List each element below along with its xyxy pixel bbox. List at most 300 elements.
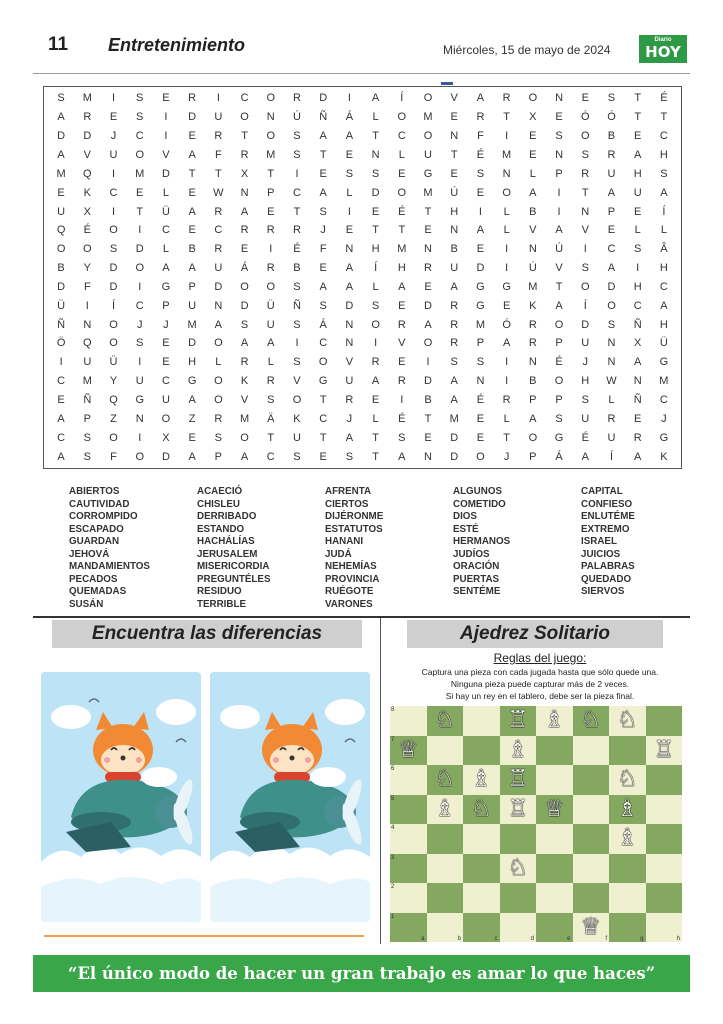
grid-letter: S <box>581 262 589 275</box>
chess-square-h1 <box>646 913 683 943</box>
grid-letter: D <box>188 337 197 350</box>
grid-letter: D <box>83 130 92 143</box>
grid-letter: T <box>372 130 379 143</box>
file-label: e <box>567 936 571 942</box>
grid-letter: G <box>135 394 144 407</box>
grid-letter: M <box>475 318 486 331</box>
grid-letter: C <box>57 431 66 444</box>
grid-letter: C <box>659 280 668 293</box>
file-label: f <box>605 936 607 942</box>
chess-square-f7 <box>573 736 610 766</box>
grid-letter: A <box>57 412 65 425</box>
rank-label: 7 <box>391 736 395 743</box>
grid-letter: Ó <box>580 111 590 124</box>
chess-square-c6 <box>463 765 500 795</box>
word-item: ESTATUTOS <box>325 523 383 535</box>
chess-square-h4 <box>646 824 683 854</box>
word-item: RUÉGOTE <box>325 586 374 597</box>
grid-letter: T <box>555 280 563 293</box>
grid-letter: A <box>188 450 196 463</box>
grid-letter: I <box>216 92 220 105</box>
chess-piece-icon[interactable]: ♗ <box>543 707 565 734</box>
chess-square-e1 <box>536 913 573 943</box>
chess-piece-icon[interactable]: ♘ <box>434 766 456 793</box>
grid-letter: O <box>240 111 249 124</box>
grid-letter: Í <box>609 450 613 463</box>
chess-square-a8 <box>390 706 427 736</box>
grid-letter: Í <box>111 299 116 312</box>
grid-letter: O <box>266 280 276 293</box>
grid-letter: I <box>557 205 561 218</box>
grid-letter: T <box>450 148 458 161</box>
grid-letter: K <box>83 186 91 199</box>
grid-letter: X <box>162 431 170 444</box>
grid-letter: H <box>633 167 642 180</box>
grid-letter: T <box>424 205 432 218</box>
grid-letter: U <box>293 431 301 444</box>
grid-letter: O <box>397 111 407 124</box>
chess-piece-icon[interactable]: ♖ <box>507 766 529 793</box>
grid-letter: K <box>660 450 668 463</box>
grid-letter: D <box>607 280 616 293</box>
chess-square-e5 <box>536 795 573 825</box>
grid-letter: E <box>634 205 642 218</box>
chess-square-a2 <box>390 883 427 913</box>
word-item: JERUSALEM <box>197 548 258 560</box>
chess-square-e2 <box>536 883 573 913</box>
grid-letter: O <box>266 92 276 105</box>
chess-piece-icon[interactable]: ♕ <box>397 736 419 763</box>
grid-letter: I <box>347 205 351 218</box>
grid-letter: E <box>267 205 275 218</box>
grid-letter: T <box>319 394 327 407</box>
grid-letter: O <box>528 92 538 105</box>
grid-letter: M <box>135 167 145 180</box>
word-item: CONFIESO <box>581 498 633 510</box>
grid-letter: X <box>634 337 642 350</box>
grid-letter: T <box>372 224 379 237</box>
grid-letter: R <box>607 148 616 161</box>
grid-letter: D <box>424 375 432 388</box>
grid-letter: I <box>374 337 378 350</box>
grid-letter: E <box>319 262 327 275</box>
grid-letter: O <box>476 450 485 463</box>
grid-letter: N <box>476 375 485 388</box>
chess-piece-icon[interactable]: ♘ <box>434 707 456 734</box>
grid-letter: C <box>161 375 170 388</box>
chess-piece-icon[interactable]: ♖ <box>507 795 529 822</box>
grid-letter: I <box>111 92 116 105</box>
chess-piece-icon[interactable]: ♗ <box>434 795 456 822</box>
grid-letter: P <box>607 205 616 218</box>
grid-letter: M <box>659 375 669 388</box>
grid-letter: A <box>607 186 616 199</box>
chess-square-f1 <box>573 913 610 943</box>
grid-letter: A <box>555 299 563 312</box>
grid-letter: C <box>109 186 118 199</box>
chess-square-b6 <box>427 765 464 795</box>
grid-letter: A <box>345 130 354 143</box>
grid-letter: C <box>135 299 144 312</box>
grid-letter: M <box>187 318 197 331</box>
chess-square-d6 <box>500 765 537 795</box>
grid-letter: É <box>293 243 301 256</box>
grid-letter: E <box>345 224 354 237</box>
grid-letter: E <box>424 280 432 293</box>
word-item: HERMANOS <box>453 536 511 547</box>
grid-letter: C <box>633 299 642 312</box>
grid-letter: U <box>581 337 590 350</box>
chess-piece-icon[interactable]: ♘ <box>507 854 529 881</box>
grid-letter: O <box>135 262 144 275</box>
grid-letter: D <box>135 243 144 256</box>
grid-letter: U <box>607 431 616 444</box>
chess-rule: Si hay un rey en el tablero, debe ser la pieza final. <box>445 691 635 701</box>
grid-letter: P <box>529 394 537 407</box>
grid-letter: O <box>371 318 380 331</box>
grid-letter: E <box>529 148 537 161</box>
grid-letter: J <box>110 130 117 143</box>
grid-letter: U <box>424 148 432 161</box>
grid-letter: G <box>554 431 564 444</box>
word-list-column <box>325 486 453 611</box>
grid-letter: U <box>345 375 354 388</box>
grid-letter: N <box>450 224 459 237</box>
grid-letter: S <box>83 431 91 444</box>
word-item: CIERTOS <box>325 498 369 510</box>
grid-letter: O <box>240 280 249 293</box>
grid-letter: A <box>240 205 249 218</box>
grid-letter: C <box>659 394 668 407</box>
grid-letter: A <box>660 186 668 199</box>
grid-letter: O <box>607 299 616 312</box>
grid-letter: T <box>424 412 432 425</box>
grid-letter: R <box>266 375 275 388</box>
chess-piece-icon[interactable]: ♗ <box>507 736 529 763</box>
grid-letter: Í <box>583 299 587 312</box>
grid-letter: P <box>267 186 275 199</box>
chess-square-f2 <box>573 883 610 913</box>
grid-letter: A <box>634 356 642 369</box>
differences-underline <box>44 935 364 937</box>
grid-letter: S <box>371 167 380 180</box>
grid-letter: L <box>660 224 667 237</box>
grid-letter: O <box>214 394 223 407</box>
rank-label: 6 <box>391 766 395 772</box>
grid-letter: Ú <box>450 186 459 199</box>
grid-letter: E <box>476 243 485 256</box>
grid-letter: A <box>607 262 616 275</box>
grid-letter: U <box>135 375 144 388</box>
chess-square-d3 <box>500 854 537 884</box>
grid-letter: W <box>606 375 617 388</box>
chess-square-d1 <box>500 913 537 943</box>
chess-square-c1 <box>463 913 500 943</box>
grid-letter: E <box>136 186 144 199</box>
grid-letter: H <box>659 262 668 275</box>
word-item: CAUTIVIDAD <box>69 498 130 510</box>
grid-letter: S <box>109 243 118 256</box>
grid-letter: C <box>161 224 170 237</box>
grid-letter: D <box>109 262 118 275</box>
grid-letter: N <box>371 148 380 161</box>
chess-square-d2 <box>500 883 537 913</box>
chess-square-f6 <box>573 765 610 795</box>
grid-letter: S <box>293 280 301 293</box>
grid-letter: Z <box>188 412 196 425</box>
grid-letter: I <box>138 224 142 237</box>
grid-letter: R <box>502 92 511 105</box>
grid-letter: E <box>555 111 563 124</box>
chess-rules-title: Reglas del juego: <box>493 651 587 665</box>
grid-letter: A <box>450 394 458 407</box>
grid-letter: É <box>581 431 589 444</box>
grid-letter: P <box>555 167 563 180</box>
grid-letter: O <box>214 337 223 350</box>
grid-letter: M <box>423 111 433 124</box>
chess-square-b7 <box>427 736 464 766</box>
chess-square-e3 <box>536 854 573 884</box>
grid-letter: S <box>607 318 616 331</box>
grid-letter: P <box>214 450 223 463</box>
grid-letter: I <box>111 167 116 180</box>
chess-piece-icon[interactable]: ♗ <box>616 795 638 822</box>
chess-square-g4 <box>609 824 646 854</box>
grid-letter: R <box>266 262 275 275</box>
grid-letter: O <box>266 130 276 143</box>
word-item: CORROMPIDO <box>69 511 138 522</box>
grid-letter: T <box>372 450 379 463</box>
grid-letter: Ú <box>555 243 564 256</box>
grid-letter: S <box>83 450 91 463</box>
word-search-grid <box>43 86 682 469</box>
grid-letter: M <box>397 243 407 256</box>
grid-letter: E <box>162 356 170 369</box>
grid-letter: M <box>266 148 276 161</box>
grid-letter: J <box>136 318 143 331</box>
header-marker <box>441 82 453 85</box>
grid-letter: C <box>397 130 406 143</box>
section-divider <box>33 616 690 618</box>
grid-letter: D <box>109 280 118 293</box>
grid-letter: T <box>372 431 379 444</box>
grid-letter: U <box>214 262 223 275</box>
grid-letter: A <box>371 92 380 105</box>
file-label: d <box>530 936 534 942</box>
chess-title: Ajedrez Solitario <box>407 620 663 648</box>
grid-letter: D <box>240 299 249 312</box>
grid-letter: M <box>239 412 250 425</box>
grid-letter: E <box>188 130 196 143</box>
grid-letter: S <box>634 243 642 256</box>
grid-letter: T <box>634 111 642 124</box>
grid-letter: A <box>188 262 196 275</box>
grid-letter: P <box>162 299 170 312</box>
grid-letter: L <box>372 412 379 425</box>
grid-letter: S <box>136 337 144 350</box>
word-item: SENTÉME <box>453 586 501 597</box>
grid-letter: N <box>581 205 590 218</box>
chess-piece-icon[interactable]: ♖ <box>653 736 675 763</box>
grid-letter: É <box>555 356 563 369</box>
grid-letter: N <box>555 92 564 105</box>
grid-letter: A <box>188 148 196 161</box>
grid-letter: X <box>83 205 91 218</box>
grid-letter: I <box>59 356 63 369</box>
grid-letter: R <box>240 224 249 237</box>
grid-letter: P <box>188 280 196 293</box>
word-list <box>69 486 689 611</box>
word-item: JUICIOS <box>581 548 621 560</box>
issue-date: Miércoles, 15 de mayo de 2024 <box>443 43 611 57</box>
chess-square-g5 <box>609 795 646 825</box>
chess-piece-icon[interactable]: ♕ <box>580 913 602 940</box>
word-item: MISERICORDIA <box>197 561 270 572</box>
grid-letter: É <box>398 205 406 218</box>
chess-rule: Captura una pieza con cada jugada hasta que sólo quede una. <box>421 667 659 677</box>
grid-letter: A <box>345 431 354 444</box>
grid-letter: T <box>503 431 510 444</box>
grid-letter: A <box>476 92 485 105</box>
grid-letter: A <box>319 130 327 143</box>
grid-letter: M <box>82 92 92 105</box>
grid-letter: B <box>529 375 537 388</box>
grid-letter: C <box>266 450 275 463</box>
grid-letter: U <box>607 167 616 180</box>
grid-letter: K <box>293 412 301 425</box>
grid-letter: R <box>345 394 354 407</box>
grid-letter: M <box>502 148 512 161</box>
grid-letter: R <box>528 337 537 350</box>
grid-letter: H <box>659 318 668 331</box>
grid-letter: S <box>319 299 327 312</box>
grid-letter: L <box>634 224 641 237</box>
grid-letter: S <box>293 450 301 463</box>
word-item: MANDAMIENTOS <box>69 561 150 572</box>
grid-letter: I <box>478 205 482 218</box>
chess-square-d7 <box>500 736 537 766</box>
word-item: GUARDAN <box>69 536 120 547</box>
chess-piece-icon[interactable]: ♗ <box>616 825 638 852</box>
newspaper-logo <box>639 35 687 63</box>
grid-letter: E <box>57 186 65 199</box>
grid-letter: E <box>476 412 485 425</box>
chess-square-g3 <box>609 854 646 884</box>
chess-square-b3 <box>427 854 464 884</box>
word-item: AFRENTA <box>325 486 372 497</box>
grid-letter: E <box>162 92 170 105</box>
chess-piece-icon[interactable]: ♘ <box>616 707 638 734</box>
grid-letter: Í <box>374 262 378 275</box>
grid-letter: E <box>188 224 196 237</box>
grid-letter: Z <box>110 412 117 425</box>
chess-square-b5 <box>427 795 464 825</box>
grid-letter: F <box>319 243 327 256</box>
grid-letter: R <box>581 167 590 180</box>
grid-letter: E <box>188 431 196 444</box>
grid-letter: B <box>607 130 616 143</box>
grid-letter: D <box>476 262 485 275</box>
grid-letter: R <box>266 224 275 237</box>
grid-letter: A <box>634 148 642 161</box>
chess-square-c3 <box>463 854 500 884</box>
grid-letter: E <box>634 412 642 425</box>
grid-letter: S <box>581 148 589 161</box>
grid-letter: N <box>502 167 511 180</box>
grid-letter: I <box>347 92 351 105</box>
word-item: HANANI <box>325 536 364 547</box>
chess-square-c7 <box>463 736 500 766</box>
grid-letter: A <box>555 224 563 237</box>
chess-piece-icon[interactable]: ♘ <box>616 766 638 793</box>
grid-letter: A <box>240 450 249 463</box>
rank-label: 8 <box>391 707 395 713</box>
chess-square-c8 <box>463 706 500 736</box>
grid-letter: N <box>424 243 432 256</box>
file-label: h <box>676 936 680 942</box>
word-item: DERRIBADO <box>197 511 257 522</box>
grid-letter: I <box>583 243 587 256</box>
grid-letter: T <box>319 431 327 444</box>
grid-letter: Q <box>83 167 92 180</box>
grid-letter: É <box>476 148 485 161</box>
chess-square-c5 <box>463 795 500 825</box>
grid-letter: D <box>161 167 170 180</box>
grid-letter: T <box>293 205 301 218</box>
grid-letter: S <box>345 450 354 463</box>
chess-square-h6 <box>646 765 683 795</box>
grid-letter: C <box>135 130 144 143</box>
chess-piece-icon[interactable]: ♗ <box>470 766 492 793</box>
grid-letter: N <box>528 356 537 369</box>
grid-letter: V <box>162 148 170 161</box>
grid-letter: S <box>555 130 563 143</box>
grid-letter: D <box>371 186 380 199</box>
chess-square-g1 <box>609 913 646 943</box>
chess-piece-icon[interactable]: ♕ <box>543 795 565 822</box>
chess-square-a7 <box>390 736 427 766</box>
grid-letter: L <box>162 186 169 199</box>
chess-square-a6 <box>390 765 427 795</box>
grid-letter: V <box>555 262 563 275</box>
grid-letter: X <box>529 111 537 124</box>
chess-square-g7 <box>609 736 646 766</box>
grid-letter: J <box>163 318 169 331</box>
word-item: ABIERTOS <box>69 486 120 497</box>
chess-piece-icon[interactable]: ♘ <box>470 795 492 822</box>
grid-letter: D <box>214 280 223 293</box>
grid-letter: T <box>267 167 275 180</box>
word-item: SUSÁN <box>69 598 104 610</box>
grid-letter: S <box>450 356 458 369</box>
chess-piece-icon[interactable]: ♘ <box>580 707 602 734</box>
rank-label: 5 <box>391 795 395 802</box>
chess-square-e4 <box>536 824 573 854</box>
grid-letter: N <box>555 148 564 161</box>
word-item: ACAECIÓ <box>197 486 243 497</box>
chess-piece-icon[interactable]: ♖ <box>507 707 529 734</box>
rank-label: 1 <box>391 913 395 920</box>
grid-letter: I <box>85 299 89 312</box>
grid-letter: V <box>529 224 537 237</box>
grid-letter: D <box>57 280 66 293</box>
grid-letter: E <box>371 394 380 407</box>
logo-main: HOY <box>645 43 681 61</box>
grid-letter: O <box>397 186 407 199</box>
grid-letter: I <box>164 111 168 124</box>
chess-square-f8 <box>573 706 610 736</box>
file-label: b <box>457 936 461 942</box>
